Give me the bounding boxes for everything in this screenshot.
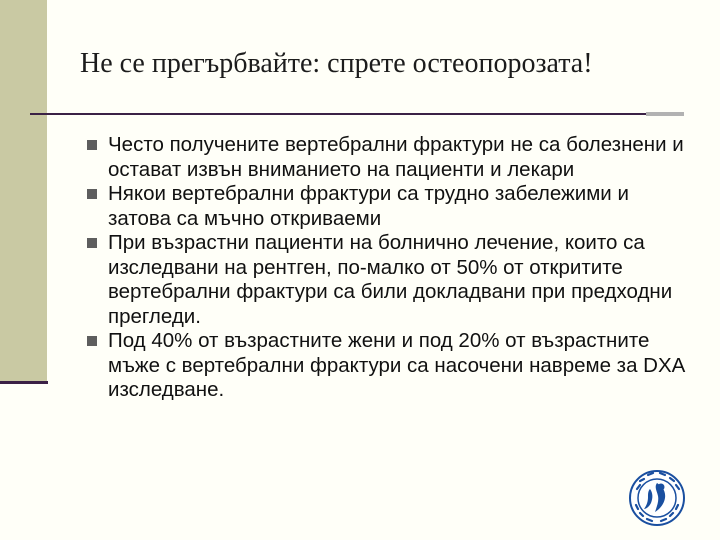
- bullet-list: [87, 133, 697, 403]
- bullet-item: [87, 182, 697, 231]
- left-decorative-bar: [0, 0, 47, 383]
- bullet-square-icon: [87, 140, 97, 150]
- bullet-square-icon: [87, 336, 97, 346]
- slide-title: Не се прегърбвайте: спрете остеопорозата!: [80, 48, 593, 79]
- left-bar-underline: [0, 381, 48, 384]
- bullet-text: Някои вертебрални фрактури са трудно забележими и затова са мъчно откриваеми: [108, 182, 629, 230]
- bullet-text: Под 40% от възрастните жени и под 20% от възрастните мъже с вертебрални фрактури са насочени навреме за DXA изследване.: [108, 329, 685, 401]
- title-divider-accent: [646, 112, 684, 116]
- bullet-square-icon: [87, 189, 97, 199]
- bullet-item: [87, 231, 697, 329]
- title-divider: [30, 113, 646, 115]
- bullet-item: [87, 329, 697, 403]
- bullet-square-icon: [87, 238, 97, 248]
- bullet-text: При възрастни пациенти на болнично лечение, които са изследвани на рентген, по-малко от 50% от откритите вертебрални фрактури са били докладвани при предходни прегледи.: [108, 231, 673, 328]
- bullet-item: [87, 133, 697, 182]
- bullet-text: Често получените вертебрални фрактури не са болезнени и остават извън вниманието на пациенти и лекари: [108, 133, 684, 181]
- osteoporosis-society-logo-icon: [628, 469, 686, 527]
